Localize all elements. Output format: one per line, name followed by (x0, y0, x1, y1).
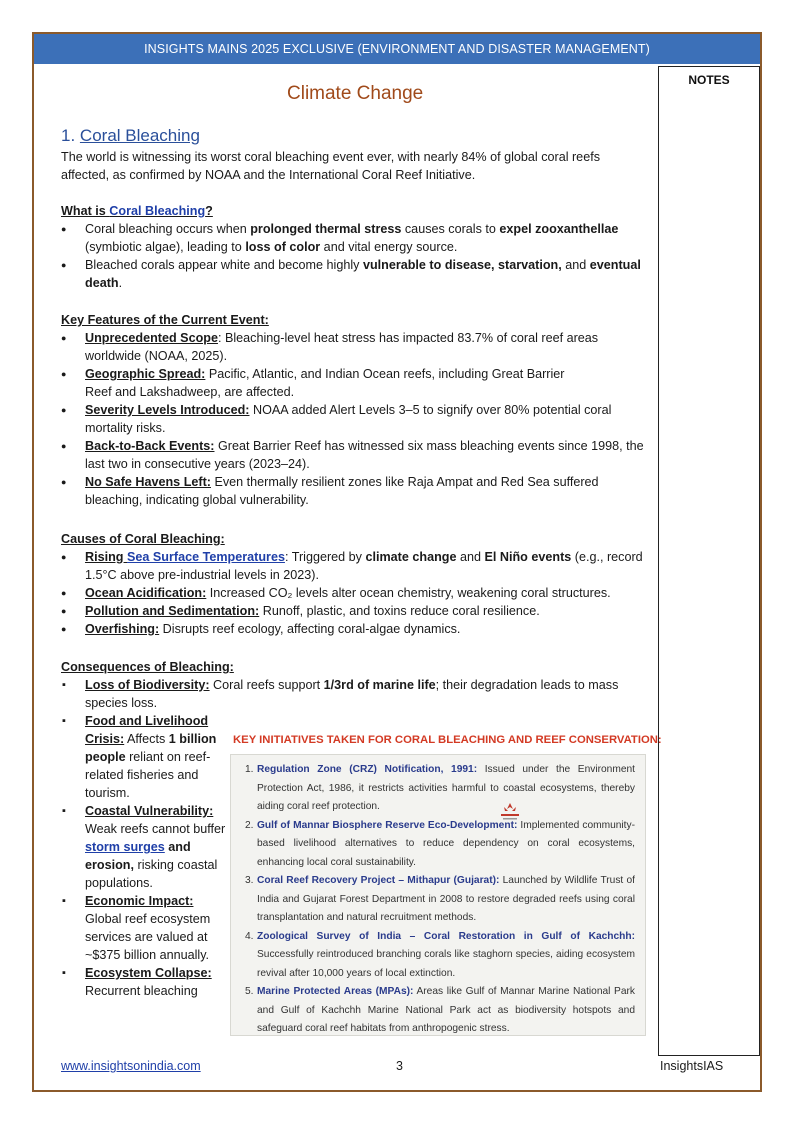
list-item: ● Pollution and Sedimentation: Runoff, plastic, and toxins reduce coral resilience. (61, 602, 651, 620)
list-item: ● No Safe Havens Left: Even thermally resilient zones like Raja Ampat and Red Sea suffered bleaching, indicating global vulnerability. (61, 473, 651, 509)
list-item: ▪ Economic Impact: Global reef ecosystem services are valued at ~$375 billion annually. (61, 892, 226, 964)
sea-surface-temperatures-link[interactable]: Sea Surface Temperatures (126, 550, 285, 564)
footer-brand: InsightsIAS (660, 1059, 724, 1073)
consequences-list-wide (61, 676, 651, 712)
list-item: ● Coral bleaching occurs when prolonged thermal stress causes corals to expel zooxanthellae (symbiotic algae), leading to loss of color and vital energy source. (61, 220, 651, 256)
page-number: 3 (396, 1059, 403, 1073)
initiatives-list (231, 755, 645, 1039)
list-item: ● Severity Levels Introduced: NOAA added Alert Levels 3–5 to signify over 80% potential coral mortality risks. (61, 401, 651, 437)
list-item: ● Ocean Acidification: Increased CO₂ levels alter ocean chemistry, weakening coral structures. (61, 584, 651, 602)
features-heading: Key Features of the Current Event: (61, 313, 269, 327)
what-is-link[interactable]: Coral Bleaching (109, 204, 206, 218)
initiative-item: 4. Zoological Survey of India – Coral Restoration in Gulf of Kachchh: Successfully reintroduced branching corals like staghorn species, aiding ecosystem revival after 10,000 years of local extinction. (245, 930, 635, 979)
list-item: ▪ Food and Livelihood Crisis: Affects 1 billion people reliant on reef-related fisheries and tourism. (61, 712, 226, 802)
list-item: ● Unprecedented Scope: Bleaching-level heat stress has impacted 83.7% of coral reef areas worldwide (NOAA, 2025). (61, 329, 651, 365)
initiative-item: 3. Coral Reef Recovery Project – Mithapur (Gujarat): Launched by Wildlife Trust of India and Gujarat Forest Department in 2008 to restore degraded reefs using coral transplantation and natural recruitment methods. (245, 875, 635, 923)
what-is-prefix: What is (61, 204, 110, 218)
initiatives-infobox (230, 734, 662, 1036)
list-item: ▪ Loss of Biodiversity: Coral reefs support 1/3rd of marine life; their degradation leads to mass species loss. (61, 676, 651, 712)
footer-website-link[interactable]: www.insightsonindia.com (61, 1059, 201, 1073)
storm-surges-link[interactable]: storm surges (85, 840, 165, 854)
section-title-link[interactable]: Coral Bleaching (79, 126, 200, 145)
list-item: ● Rising Sea Surface Temperatures: Triggered by climate change and El Niño events (e.g., record 1.5°C above pre-industrial levels in 2023). (61, 548, 651, 584)
section-number: 1. (61, 126, 76, 145)
list-item: ● Bleached corals appear white and become highly vulnerable to disease, starvation, and eventual death. (61, 256, 651, 292)
infobox-panel (230, 754, 646, 1036)
what-is-suffix: ? (205, 204, 213, 218)
initiative-item: 1. Regulation Zone (CRZ) Notification, 1991: Issued under the Environment Protection Act, 1986, it restricts activities harmful to coastal ecosystems, thereby aiding coral reef protection. (245, 764, 635, 812)
intro-paragraph: The world is witnessing its worst coral bleaching event ever, with nearly 84% of global coral reefs affected, as confirmed by NOAA and the International Coral Reef Initiative. (61, 150, 600, 182)
notes-column (658, 66, 760, 1056)
list-item: ● Overfishing: Disrupts reef ecology, affecting coral-algae dynamics. (61, 620, 651, 638)
section-heading (61, 126, 200, 146)
causes-heading: Causes of Coral Bleaching: (61, 532, 225, 546)
list-item: ▪ Ecosystem Collapse: Recurrent bleaching (61, 964, 226, 1000)
initiative-item: 2. Gulf of Mannar Biosphere Reserve Eco-Development: Implemented community-based livelihood alternatives to reduce dependency on coral ecosystems, enhancing local coral sustainability. (245, 819, 635, 868)
list-item: ● Geographic Spread: Pacific, Atlantic, and Indian Ocean reefs, including Great Barrier Reef and Lakshadweep, are affected. (61, 365, 651, 401)
infobox-title: KEY INITIATIVES TAKEN FOR CORAL BLEACHING AND REEF CONSERVATION: (233, 734, 662, 746)
what-is-heading (61, 202, 213, 220)
list-item: ● Back-to-Back Events: Great Barrier Reef has witnessed six mass bleaching events since 1998, the last two in consecutive years (2023–24). (61, 437, 651, 473)
what-is-list (61, 220, 651, 292)
causes-list (61, 548, 651, 638)
consequences-list-narrow (61, 712, 226, 1000)
notes-title: NOTES (688, 73, 730, 87)
initiative-item: 5. Marine Protected Areas (MPAs): Areas like Gulf of Mannar Marine National Park and Gulf of Kachchh Marine National Park act as biodiversity hotspots and safeguard coral reef habitats from anthropogenic stress. (245, 986, 636, 1034)
features-list (61, 329, 651, 509)
consequences-heading: Consequences of Bleaching: (61, 660, 234, 674)
list-item: ▪ Coastal Vulnerability: Weak reefs cannot buffer storm surges and erosion, risking coastal populations. (61, 802, 226, 892)
page-title: Climate Change (287, 83, 424, 104)
header-banner: INSIGHTS MAINS 2025 EXCLUSIVE (ENVIRONMENT AND DISASTER MANAGEMENT) (34, 34, 760, 64)
